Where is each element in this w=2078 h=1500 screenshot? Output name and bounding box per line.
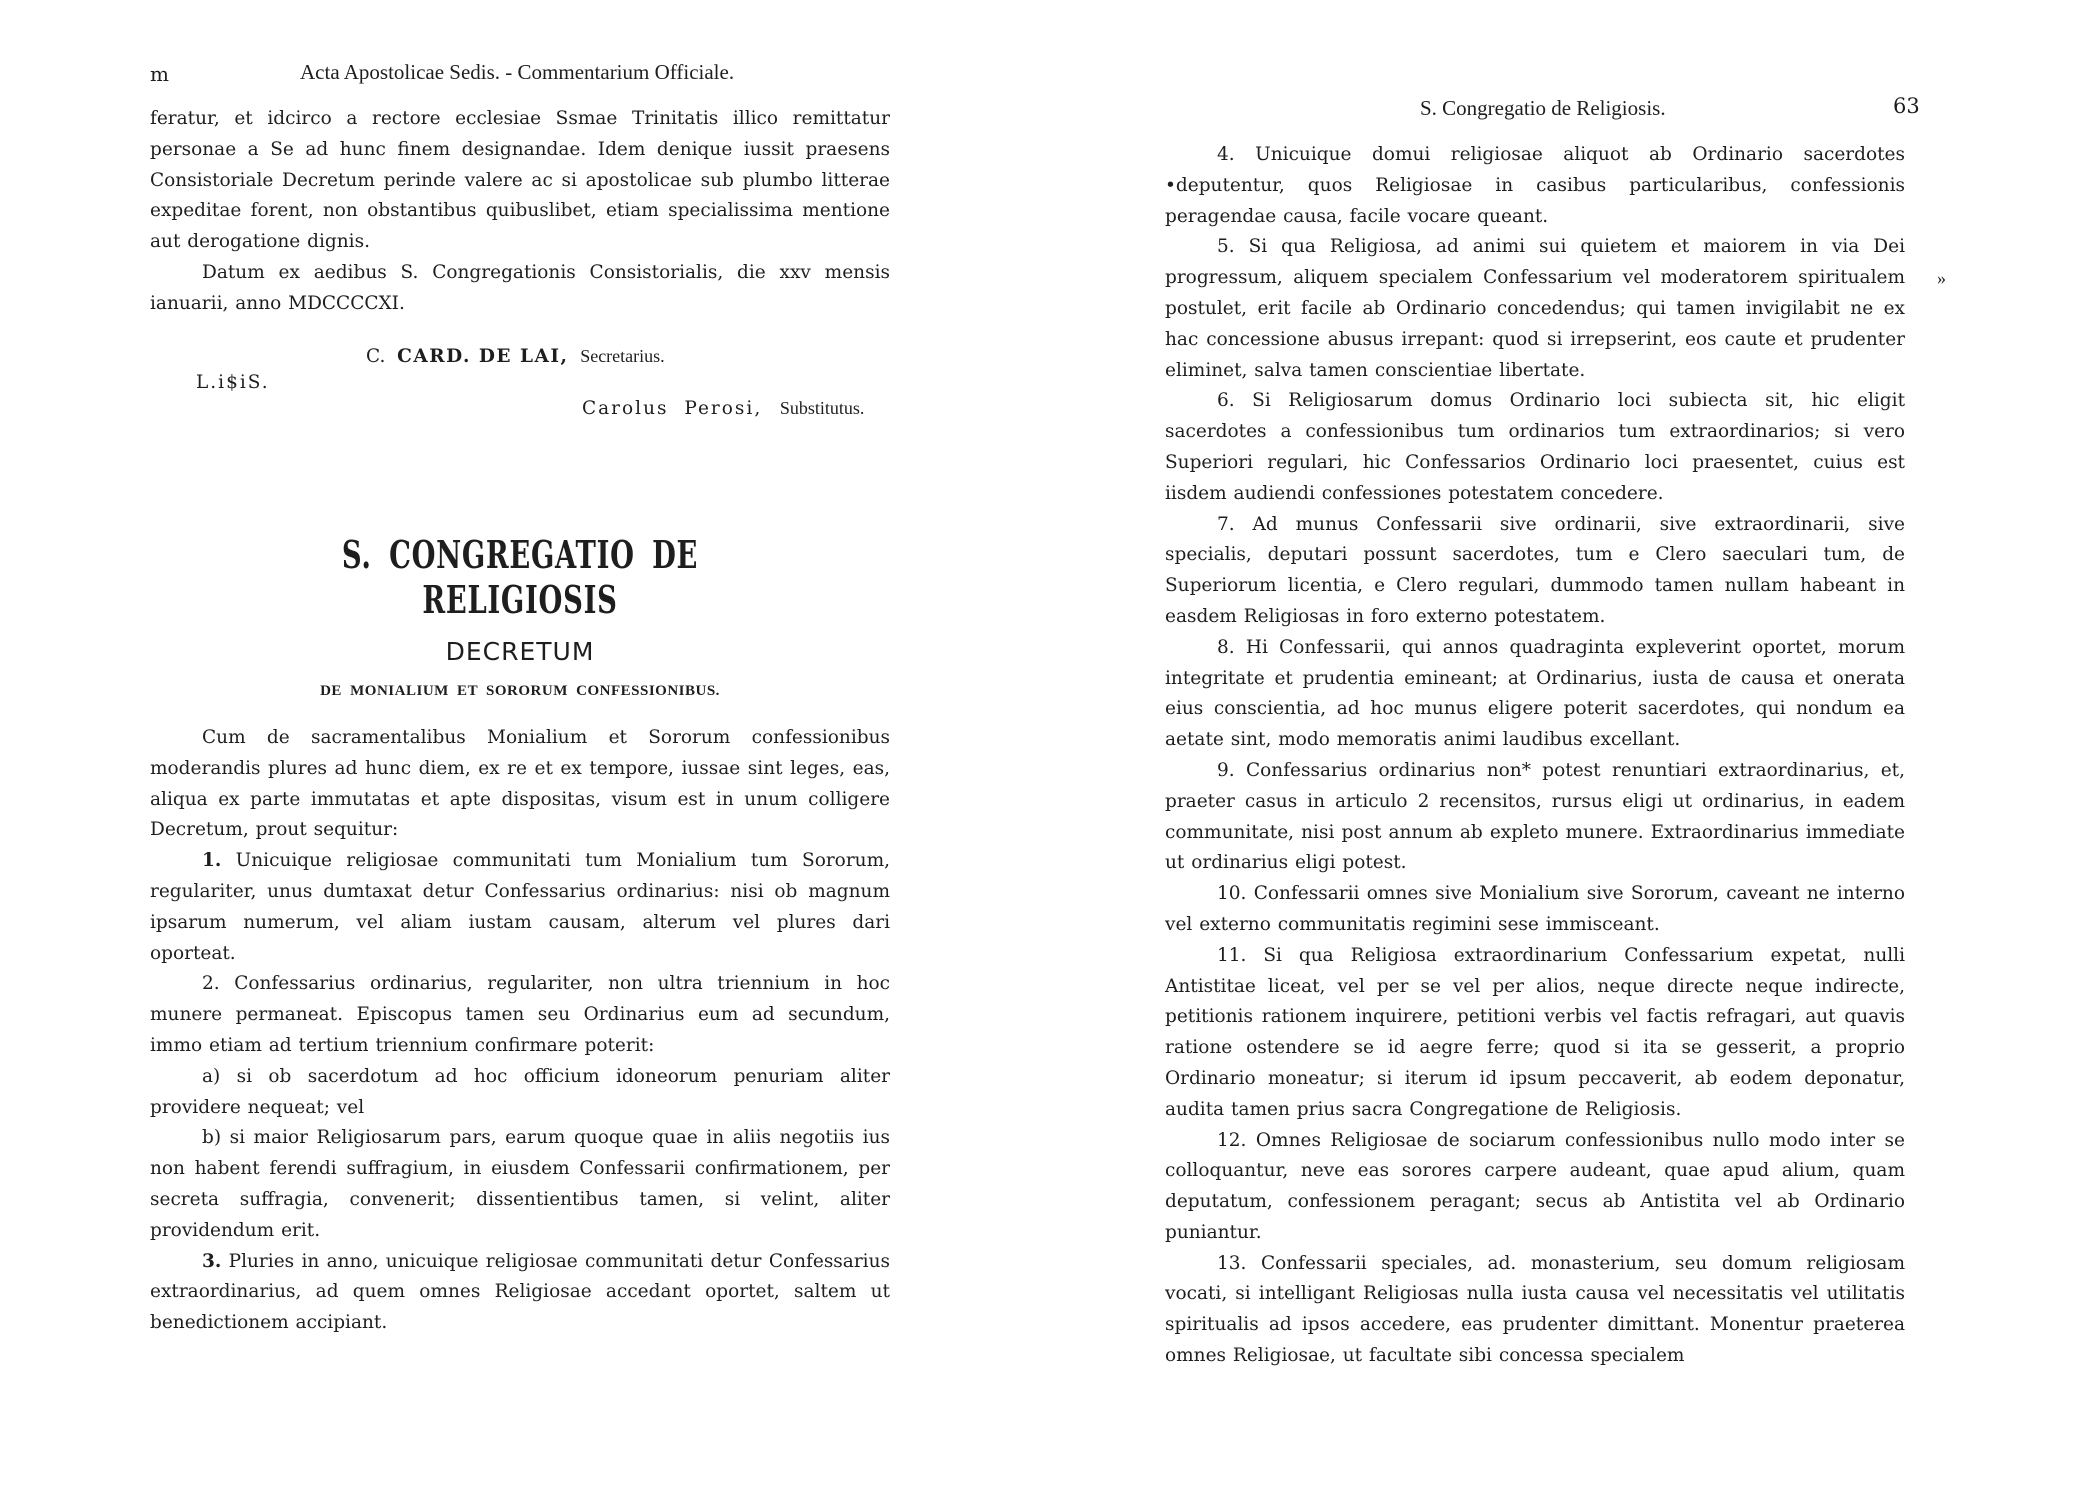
article-number: 3. (202, 1250, 222, 1272)
article-3 (150, 1247, 890, 1339)
article-9: 9. Confessarius ordinarius non* potest renuntiari extraordinarius, et, praeter casus in articulo 2 recensitos, rursus eligi ut ordinarius, in eadem communitate, nisi post annum ab expleto munere. Extraordinarius immediate ut ordinarius eligi potest. (1165, 759, 1905, 874)
seal-mark: L.i$iS. (196, 372, 270, 393)
article-8: 8. Hi Confessarii, qui annos quadraginta expleverint oportet, morum integritate et prudentia emineant; at Ordinarius, iusta de causa et onerata eius conscientia, ad hoc munus eligere poterit sacerdotes, qui nondum ea aetate sint, modo memoratis animi laudibus excellant. (1165, 636, 1905, 751)
article-6: 6. Si Religiosarum domus Ordinario loci subiecta sit, hic eligit sacerdotes a confessionibus tum ordinarios tum extraordinarios; si vero Superiori regulari, hic Confessarios Ordinario loci praesentet, cuius est iisdem audiendi confessiones potestatem concedere. (1165, 390, 1905, 504)
paragraph: feratur, et idcirco a rectore ecclesiae Ssmae Trinitatis illico remittatur personae a Se ad hunc finem designandae. Idem denique iussit praesens Consistoriale Decretum perinde valere ac si apostolicae sub plumbo litterae expeditae forent, non obstantibus quibuslibet, etiam specialissima mentione aut derogatione dignis. (150, 108, 890, 253)
article-text: Pluries in anno, unicuique religiosae communitati detur Confessarius extraordinarius, ad quem omnes Religiosae accedant oportet, saltem ut benedictionem accipiant. (150, 1250, 891, 1334)
running-head: Acta Apostolicae Sedis. - Commentarium Officiale. (300, 60, 735, 84)
cardinal-signature (366, 346, 665, 367)
article-10: 10. Confessarii omnes sive Monialium sive Sororum, caveant ne interno vel externo communitatis regimini sese immisceant. (1165, 883, 1905, 935)
running-head: S. Congregatio de Religiosis. (1420, 96, 1666, 120)
section-title: S. CONGREGATIO DE RELIGIOSIS (341, 532, 699, 622)
substitute-title: Substitutus. (779, 398, 865, 418)
page-number: m (150, 62, 169, 86)
signature-initial: C. (366, 346, 386, 367)
paragraph: Cum de sacramentalibus Monialium et Sororum confessionibus moderandis plures ad hunc diem, ex re et ex tempore, iussae sint leges, eas, aliqua ex parte immutatas et apte dispositas, visum est in unum colligere Decretum, prout sequitur: (150, 727, 890, 841)
substitute-name: Carolus Perosi, (582, 398, 763, 419)
margin-mark: » (1937, 268, 1946, 288)
articles-text-block (1165, 140, 1905, 1372)
decree-subtitle: DE MONIALIUM ET SORORUM CONFESSIONIBUS. (320, 683, 720, 699)
article-number: 1. (202, 850, 222, 872)
closing-text-block (150, 104, 890, 320)
article-text: Unicuique religiosae communitati tum Monialium tum Sororum, regulariter, unus dumtaxat detur Confessarius ordinarius: nisi ob magnum ipsarum numerum, vel aliam iustam causam, alterum vel plures dari oporteat. (150, 850, 891, 964)
signature-title: Secretarius. (580, 346, 665, 366)
article-13: 13. Confessarii speciales, ad. monasterium, seu domum religiosam vocati, si intelligant Religiosas nulla iusta causa vel necessitatis vel utilitatis spiritualis ad ipsos accedere, eas prudenter dimittant. Monentur praeterea omnes Religiosae, ut facultate sibi concessa specialem (1165, 1252, 1905, 1367)
article-4: 4. Unicuique domui religiosae aliquot ab Ordinario sacerdotes •deputentur, quos Religiosae in casibus particularibus, confessionis peragendae causa, facile vocare queant. (1165, 144, 1905, 227)
article-5: 5. Si qua Religiosa, ad animi sui quietem et maiorem in via Dei progressum, aliquem specialem Confessarium vel moderatorem spiritualem postulet, erit facile ab Ordinario concedendus; qui tamen invigilabit ne ex hac concessione abusus irrepant: quod si irrepserint, eos caute et prudenter eliminet, salva tamen conscientiae libertate. (1165, 236, 1905, 381)
article-1 (150, 846, 890, 969)
article-2a: a) si ob sacerdotum ad hoc officium idoneorum penuriam aliter providere nequeat; vel (150, 1065, 890, 1118)
article-2b: b) si maior Religiosarum pars, earum quoque quae in aliis negotiis ius non habent ferendi suffragium, in eiusdem Confessarii confirmationem, per secreta suffragia, convenerit; dissentientibus tamen, si velint, aliter providendum erit. (150, 1127, 890, 1241)
article-7: 7. Ad munus Confessarii sive ordinarii, sive extraordinarii, sive specialis, deputari possunt sacerdotes, tum e Clero saeculari tum, de Superiorum licentia, e Clero regulari, dummodo tamen nullam habeant in easdem Religiosas in foro externo potestatem. (1165, 513, 1905, 627)
decree-text-block (150, 723, 890, 1339)
page-number: 63 (1893, 94, 1920, 118)
article-11: 11. Si qua Religiosa extraordinarium Confessarium expetat, nulli Antistitae liceat, vel per se vel per alios, neque directe neque indirecte, petitionis rationem inquirere, petitioni verbis vel factis refragari, aut quavis ratione ostendere se id aegre ferre; quod si ita se gesserit, a proprio Ordinario moneatur; si iterum id ipsum peccaverit, ab eodem deponatur, audita tamen prius sacra Congregatione de Religiosis. (1165, 944, 1905, 1120)
signature-name: CARD. DE LAI, (397, 346, 569, 367)
article-12: 12. Omnes Religiosae de sociarum confessionibus nullo modo inter se colloquantur, neve eas sorores carpere audeant, quae apud alium, quam deputatum, confessionem peragant; secus ab Antistita vel ab Ordinario puniantur. (1165, 1129, 1905, 1243)
decree-title: DECRETUM (445, 637, 595, 666)
left-page (150, 0, 890, 1500)
article-2: 2. Confessarius ordinarius, regulariter, non ultra triennium in hoc munere permaneat. Episcopus tamen seu Ordinarius eum ad secundum, immo etiam ad tertium triennium confirmare poterit: (150, 973, 890, 1056)
substitute-signature (582, 398, 864, 419)
right-page (1165, 0, 1946, 1500)
date-paragraph: Datum ex aedibus S. Congregationis Consistorialis, die xxv mensis ianuarii, anno MDCCCCXI. (150, 261, 890, 314)
